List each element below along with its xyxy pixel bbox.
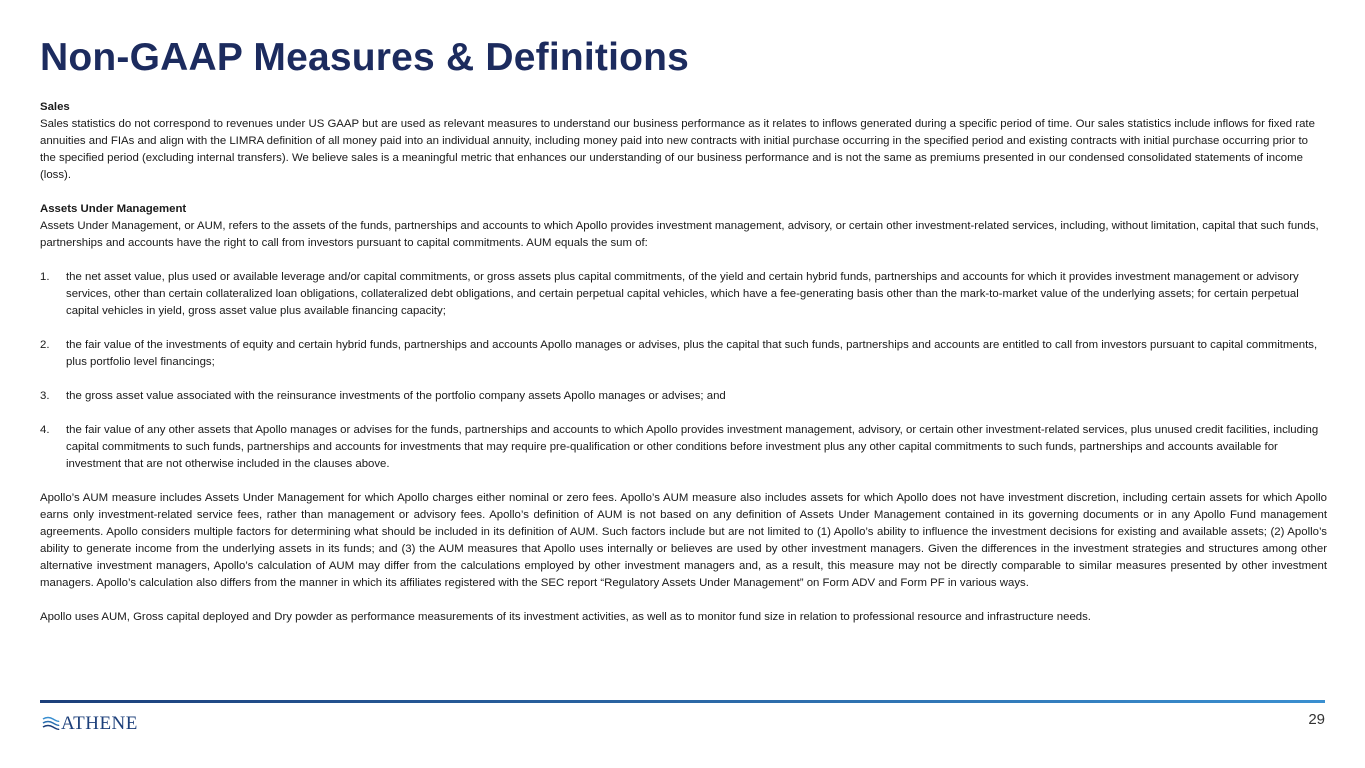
list-item-text: the gross asset value associated with the reinsurance investments of the portfolio company assets Apollo manages or advises; and [66,390,726,402]
list-item-text: the fair value of the investments of equity and certain hybrid funds, partnerships and accounts Apollo manages or advises, plus the capital that such funds, partnerships and accounts are entitled to call from investors pursuant to capital commitments, plus portfolio level financings; [66,339,1318,368]
page-title: Non-GAAP Measures & Definitions [40,36,690,79]
athene-wave-icon [42,716,60,732]
aum-heading: Assets Under Management [40,203,187,215]
definitions-body [40,99,1327,643]
sales-heading: Sales [40,101,70,113]
list-item [40,388,1327,405]
list-item [40,422,1327,473]
aum-intro: Assets Under Management, or AUM, refers to the assets of the funds, partnerships and accounts to which Apollo provides investment management, advisory, or certain other investment-related services, including, without limitation, capital that such funds, partnerships and accounts have the right to call from investors pursuant to capital commitments. AUM equals the sum of: [40,220,1319,249]
aum-usage-paragraph: Apollo uses AUM, Gross capital deployed and Dry powder as performance measurements of its investment activities, as well as to monitor fund size in relation to professional resource and infrastructure needs. [40,611,1091,623]
aum-components-list [40,269,1327,473]
logo-wordmark: ATHENE [61,713,138,734]
list-item-number: 3. [40,390,50,402]
sales-body: Sales statistics do not correspond to revenues under US GAAP but are used as relevant measures to understand our business performance as it relates to inflows generated during a specific period of time. Our sales statistics include inflows for fixed rate annuities and FIAs and align with the LIMRA definition of all money paid into an individual annuity, including money paid into new contracts with initial purchase occurring in the specified period and existing contracts with initial purchase occurring prior to the specified period (excluding internal transfers). We believe sales is a meaningful metric that enhances our understanding of our business performance and is not the same as premiums presented in our condensed consolidated statements of income (loss). [40,118,1315,181]
list-item [40,269,1327,320]
list-item-text: the fair value of any other assets that Apollo manages or advises for the funds, partnerships and accounts to which Apollo provides investment management, advisory, or certain other investment-related services, plus unused credit facilities, including capital commitments to such funds, partnerships and accounts for investments that may require pre-qualification or other conditions before investment plus any other capital commitments to such funds, partnerships and accounts available for investment that are not otherwise included in the clauses above. [66,424,1319,470]
list-item-number: 4. [40,424,50,436]
aum-measure-paragraph: Apollo’s AUM measure includes Assets Under Management for which Apollo charges either nominal or zero fees. Apollo’s AUM measure also includes assets for which Apollo does not have investment discretion, including certain assets for which Apollo earns only investment-related service fees, rather than management or advisory fees. Apollo’s definition of AUM is not based on any definition of Assets Under Management contained in its governing documents or in any Apollo Fund management agreements. Apollo considers multiple factors for determining what should be included in its definition of AUM. Such factors include but are not limited to (1) Apollo’s ability to influence the investment decisions for existing and available assets; (2) Apollo’s ability to generate income from the underlying assets in its funds; and (3) the AUM measures that Apollo uses internally or believes are used by other investment managers. Given the differences in the investment strategies and structures among other alternative investment managers, Apollo’s calculation of AUM may differ from the calculations employed by other investment managers and, as a result, this measure may not be directly comparable to similar measures presented by other investment managers. Apollo’s calculation also differs from the manner in which its affiliates registered with the SEC report “Regulatory Assets Under Management” on Form ADV and Form PF in various ways. [40,492,1327,589]
list-item-number: 1. [40,271,50,283]
list-item-number: 2. [40,339,50,351]
footer-divider [40,700,1325,703]
page-number: 29 [1308,711,1325,728]
list-item-text: the net asset value, plus used or available leverage and/or capital commitments, or gross assets plus capital commitments, of the yield and certain hybrid funds, partnerships and accounts for which it provides investment management or advisory services, other than certain collateralized loan obligations, collateralized debt obligations, and certain perpetual capital vehicles, which have a fee-generating basis other than the mark-to-market value of the underlying assets; for certain perpetual capital vehicles in yield, gross asset value plus available financing capacity; [66,271,1299,317]
list-item [40,337,1327,371]
athene-logo [42,713,138,735]
